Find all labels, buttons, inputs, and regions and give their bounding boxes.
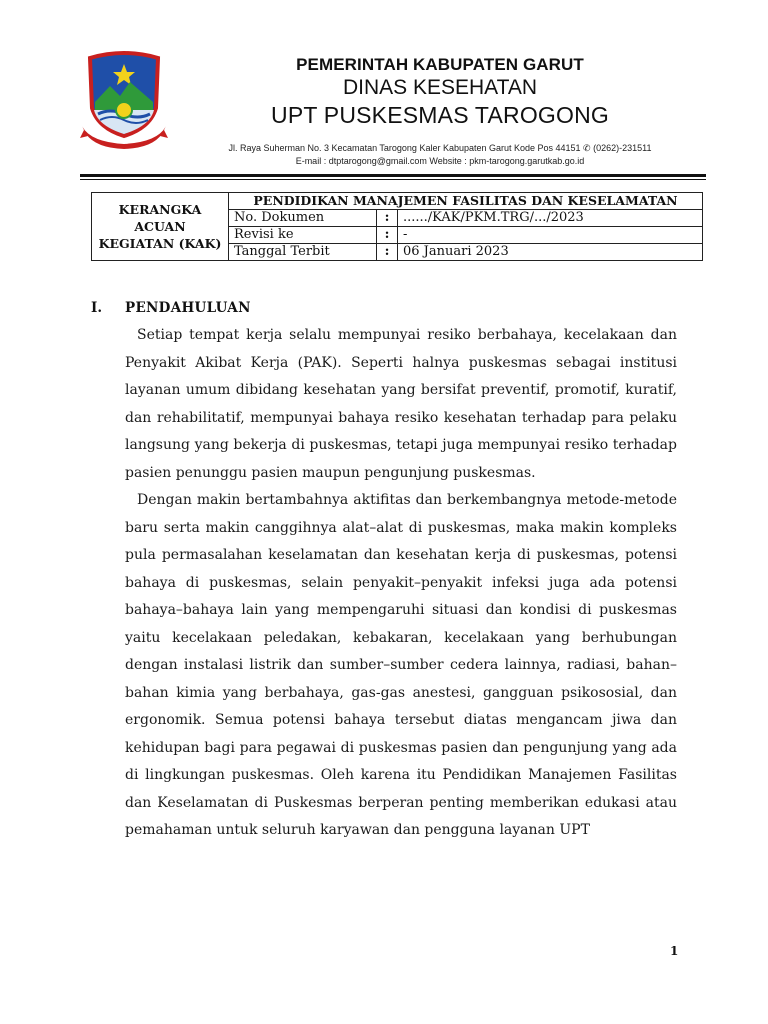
- row-label: Revisi ke: [229, 227, 377, 244]
- section-body: [125, 322, 677, 845]
- office-name: UPT PUSKESMAS TAROGONG: [271, 102, 609, 128]
- email-website-line: E-mail : dtptarogong@gmail.com Website : pkm-tarogong.garutkab.go.id: [295, 156, 585, 166]
- agency-name: DINAS KESEHATAN: [342, 76, 538, 99]
- letterhead-rule-thick: [80, 174, 706, 177]
- government-name: PEMERINTAH KABUPATEN GARUT: [296, 55, 584, 74]
- issue-date: 06 Januari 2023: [398, 244, 703, 261]
- section-title: PENDAHULUAN: [125, 300, 251, 316]
- garut-emblem-icon: [80, 50, 168, 150]
- kak-label: KERANGKA ACUAN KEGIATAN (KAK): [92, 193, 229, 261]
- row-colon: :: [377, 227, 398, 244]
- kak-identity-table: [91, 192, 703, 261]
- row-label: Tanggal Terbit: [229, 244, 377, 261]
- address-line: Jl. Raya Suherman No. 3 Kecamatan Tarogong Kaler Kabupaten Garut Kode Pos 44151 ✆ (0262)-231511: [228, 143, 652, 153]
- row-label: No. Dokumen: [229, 210, 377, 227]
- document-number: ....../KAK/PKM.TRG/.../2023: [398, 210, 703, 227]
- letterhead-rule-thin: [80, 179, 706, 180]
- revision-value: -: [398, 227, 703, 244]
- letterhead: [190, 54, 690, 130]
- row-colon: :: [377, 244, 398, 261]
- paragraph: Dengan makin bertambahnya aktifitas dan berkembangnya metode-metode baru serta makin canggihnya alat–alat di puskesmas, maka makin kompleks pula permasalahan keselamatan dan kesehatan kerja di puskesmas, potensi bahaya di puskesmas, selain penyakit–penyakit infeksi juga ada potensi bahaya–bahaya lain yang mempengaruhi situasi dan kondisi di puskesmas yaitu kecelakaan peledakan, kebakaran, kecelakaan yang berhubungan dengan instalasi listrik dan sumber–sumber cedera lainnya, radiasi, bahan–bahan kimia yang berbahaya, gas-gas anestesi, gangguan psikososial, dan ergonomik. Semua potensi bahaya tersebut diatas mengancam jiwa dan kehidupan bagi para pegawai di puskesmas pasien dan pengunjung yang ada di lingkungan puskesmas. Oleh karena itu Pendidikan Manajemen Fasilitas dan Keselamatan di Puskesmas berperan penting memberikan edukasi atau pemahaman untuk seluruh karyawan dan pengguna layanan UPT: [125, 492, 677, 838]
- letterhead-contact: [190, 142, 690, 168]
- paragraph: Setiap tempat kerja selalu mempunyai resiko berbahaya, kecelakaan dan Penyakit Akibat Kerja (PAK). Seperti halnya puskesmas sebagai institusi layanan umum dibidang kesehatan yang bersifat preventif, promotif, kuratif, dan rehabilitatif, mempunyai bahaya resiko kesehatan terhadap para pelaku langsung yang bekerja di puskesmas, tetapi juga mempunyai resiko terhadap pasien penunggu pasien maupun pengunjung puskesmas.: [125, 327, 677, 481]
- section-number: I.: [91, 300, 103, 316]
- row-colon: :: [377, 210, 398, 227]
- page-number: 1: [670, 944, 679, 958]
- kak-title: PENDIDIKAN MANAJEMEN FASILITAS DAN KESELAMATAN: [229, 193, 703, 210]
